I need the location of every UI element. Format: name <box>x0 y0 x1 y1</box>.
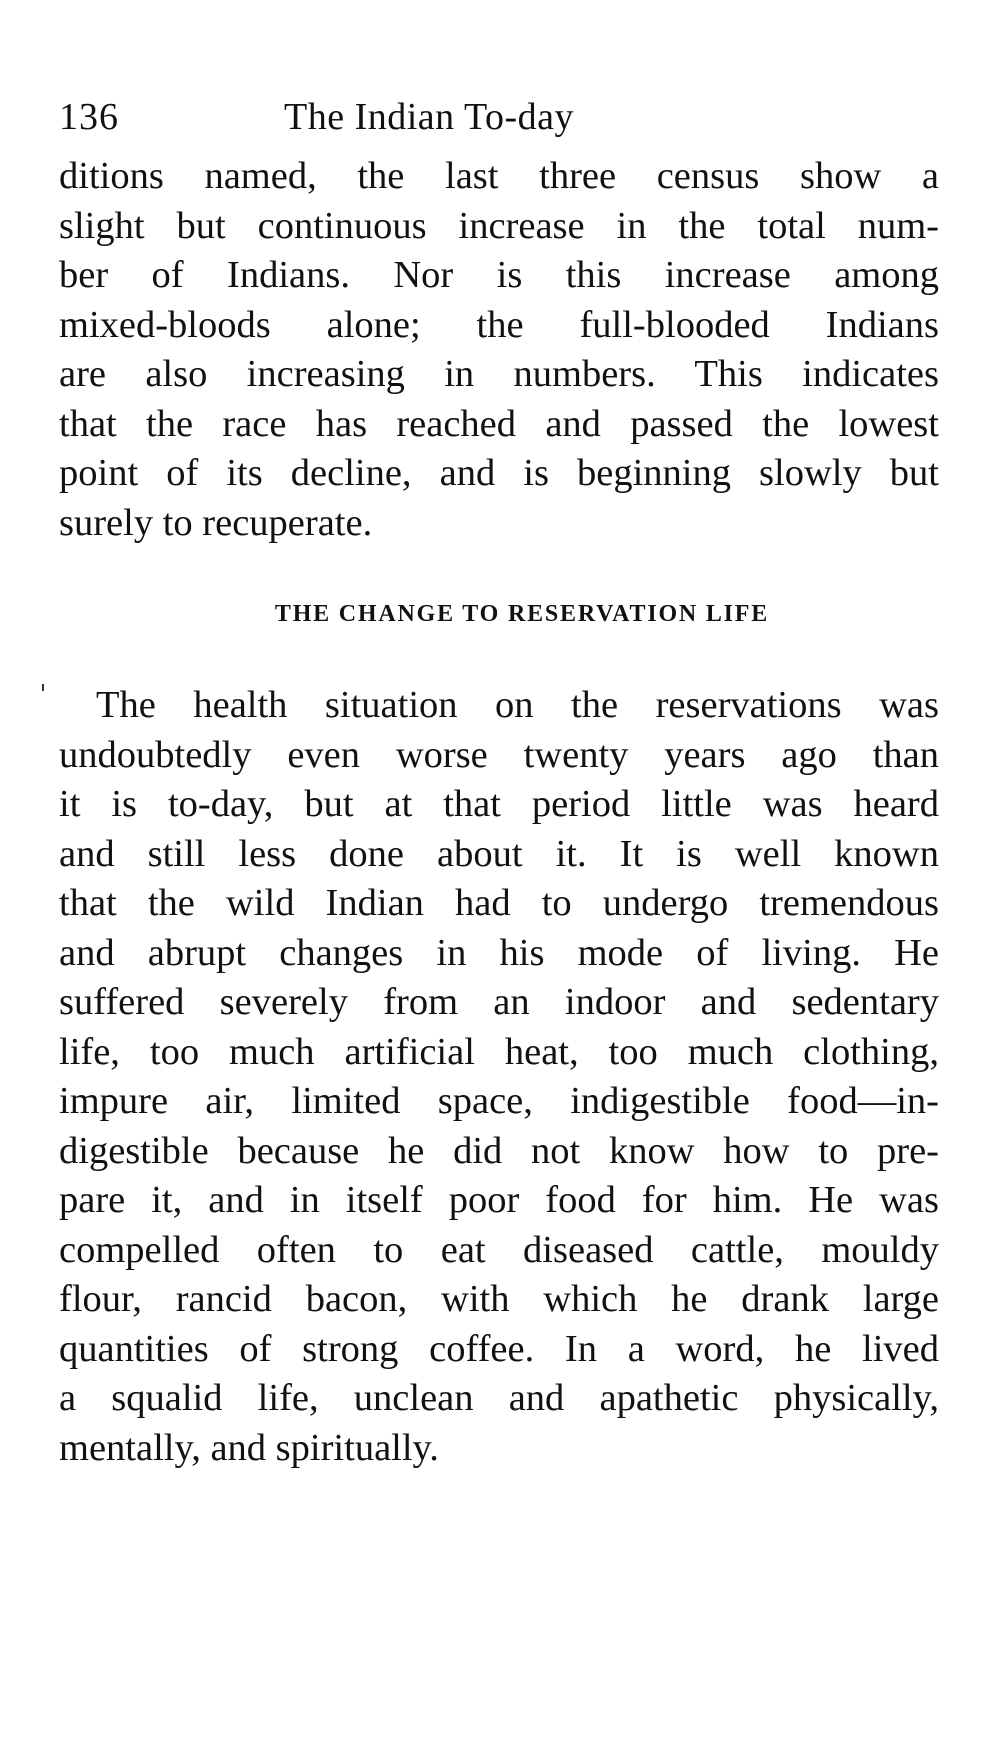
section-heading: THE CHANGE TO RESERVATION LIFE <box>274 601 770 627</box>
text-line: slight but continuous increase in the total num- <box>59 204 939 247</box>
text-line: flour, rancid bacon, with which he drank large <box>59 1278 939 1320</box>
text-line: surely to recuperate. <box>59 501 373 544</box>
text-line: pare it, and in itself poor food for him. He was <box>59 1179 939 1221</box>
running-head <box>59 92 959 142</box>
print-speck <box>42 684 44 691</box>
text-line: compelled often to eat diseased cattle, mouldy <box>59 1228 939 1271</box>
text-line: The health situation on the reservations was <box>96 684 939 726</box>
page-number: 136 <box>59 96 119 138</box>
text-line: that the race has reached and passed the lowest <box>59 402 939 445</box>
text-line: ber of Indians. Nor is this increase among <box>59 254 939 296</box>
text-line: that the wild Indian had to undergo tremendous <box>59 882 939 924</box>
text-line: a squalid life, unclean and apathetic physically, <box>59 1377 939 1419</box>
paragraph <box>59 681 939 1473</box>
text-line: it is to-day, but at that period little was heard <box>59 783 939 825</box>
text-line: suffered severely from an indoor and sedentary <box>59 981 939 1023</box>
text-line: point of its decline, and is beginning slowly but <box>59 452 939 494</box>
running-title: The Indian To-day <box>284 96 575 138</box>
text-line: digestible because he did not know how to pre- <box>59 1129 939 1172</box>
text-line: quantities of strong coffee. In a word, he lived <box>59 1327 939 1370</box>
text-line: are also increasing in numbers. This indicates <box>59 353 939 395</box>
text-line: ditions named, the last three census show a <box>59 155 939 197</box>
text-line: mentally, and spiritually. <box>59 1426 439 1469</box>
text-line: mixed-bloods alone; the full-blooded Indians <box>59 303 939 346</box>
text-line: life, too much artificial heat, too much clothing, <box>59 1030 939 1073</box>
text-line: impure air, limited space, indigestible food—in- <box>59 1080 939 1122</box>
paragraph-continued <box>59 152 939 548</box>
text-line: and abrupt changes in his mode of living. He <box>59 931 939 974</box>
text-line: undoubtedly even worse twenty years ago than <box>59 733 939 776</box>
text-line: and still less done about it. It is well known <box>59 832 939 875</box>
